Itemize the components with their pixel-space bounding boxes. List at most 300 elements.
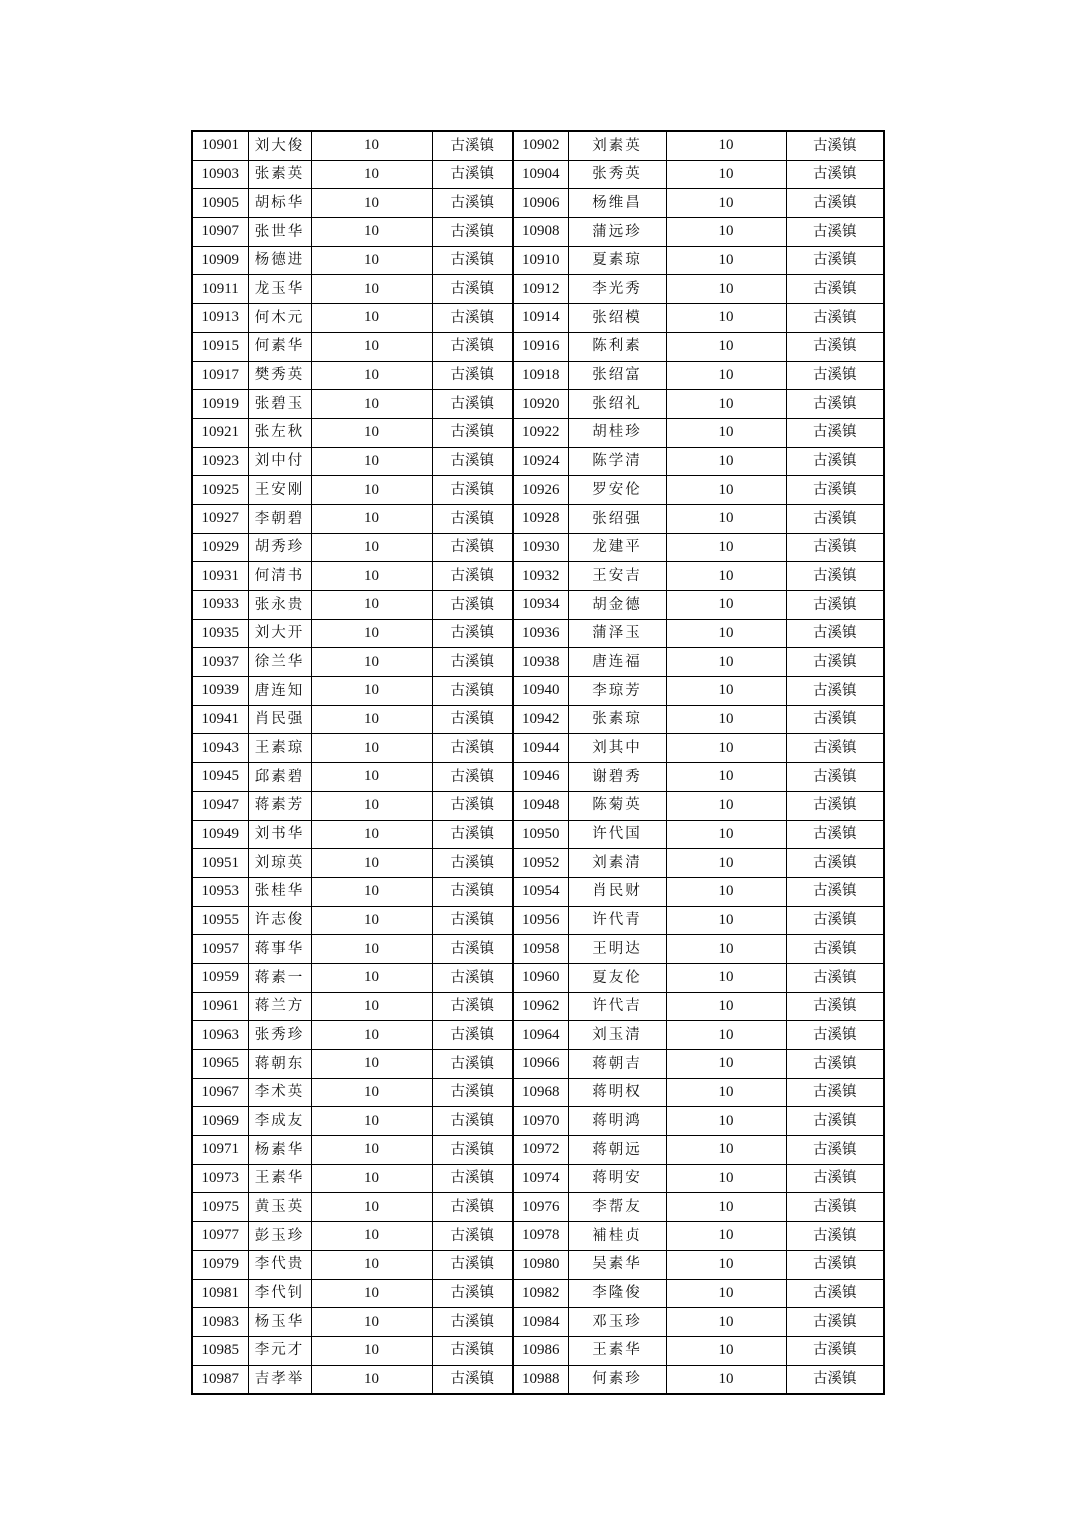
table-row — [192, 218, 884, 247]
name-cell: 吴素华 — [568, 1250, 666, 1279]
town-cell: 古溪镇 — [432, 935, 513, 964]
name-cell: 唐连知 — [248, 677, 311, 706]
table-row — [192, 1222, 884, 1251]
town-cell: 古溪镇 — [432, 131, 513, 160]
id-cell: 10934 — [513, 591, 568, 620]
town-cell: 古溪镇 — [786, 1365, 884, 1394]
amount-cell: 10 — [311, 705, 432, 734]
id-cell: 10979 — [192, 1250, 248, 1279]
amount-cell: 10 — [666, 246, 786, 275]
id-cell: 10971 — [192, 1136, 248, 1165]
name-cell: 谢碧秀 — [568, 763, 666, 792]
id-cell: 10921 — [192, 418, 248, 447]
amount-cell: 10 — [311, 935, 432, 964]
id-cell: 10952 — [513, 849, 568, 878]
name-cell: 邓玉珍 — [568, 1308, 666, 1337]
table-row — [192, 992, 884, 1021]
name-cell: 张秀珍 — [248, 1021, 311, 1050]
town-cell: 古溪镇 — [786, 1308, 884, 1337]
name-cell: 胡金德 — [568, 591, 666, 620]
town-cell: 古溪镇 — [432, 1193, 513, 1222]
table-row — [192, 160, 884, 189]
amount-cell: 10 — [311, 476, 432, 505]
town-cell: 古溪镇 — [786, 906, 884, 935]
name-cell: 蒋兰方 — [248, 992, 311, 1021]
id-cell: 10976 — [513, 1193, 568, 1222]
amount-cell: 10 — [311, 1136, 432, 1165]
id-cell: 10944 — [513, 734, 568, 763]
town-cell: 古溪镇 — [432, 533, 513, 562]
amount-cell: 10 — [311, 648, 432, 677]
amount-cell: 10 — [666, 1107, 786, 1136]
table-row — [192, 447, 884, 476]
id-cell: 10910 — [513, 246, 568, 275]
name-cell: 许代国 — [568, 820, 666, 849]
id-cell: 10920 — [513, 390, 568, 419]
id-cell: 10940 — [513, 677, 568, 706]
id-cell: 10909 — [192, 246, 248, 275]
town-cell: 古溪镇 — [786, 992, 884, 1021]
name-cell: 许志俊 — [248, 906, 311, 935]
town-cell: 古溪镇 — [786, 763, 884, 792]
town-cell: 古溪镇 — [432, 332, 513, 361]
town-cell: 古溪镇 — [432, 246, 513, 275]
id-cell: 10974 — [513, 1164, 568, 1193]
table-row — [192, 1250, 884, 1279]
name-cell: 刘大开 — [248, 619, 311, 648]
id-cell: 10968 — [513, 1078, 568, 1107]
town-cell: 古溪镇 — [432, 992, 513, 1021]
id-cell: 10916 — [513, 332, 568, 361]
name-cell: 蒋朝吉 — [568, 1050, 666, 1079]
amount-cell: 10 — [311, 1164, 432, 1193]
town-cell: 古溪镇 — [786, 705, 884, 734]
amount-cell: 10 — [666, 820, 786, 849]
amount-cell: 10 — [666, 1308, 786, 1337]
town-cell: 古溪镇 — [786, 935, 884, 964]
amount-cell: 10 — [666, 849, 786, 878]
table-row — [192, 1193, 884, 1222]
name-cell: 蒋明安 — [568, 1164, 666, 1193]
table-row — [192, 1365, 884, 1394]
name-cell: 张素琼 — [568, 705, 666, 734]
amount-cell: 10 — [666, 1336, 786, 1365]
amount-cell: 10 — [666, 734, 786, 763]
town-cell: 古溪镇 — [432, 189, 513, 218]
amount-cell: 10 — [311, 131, 432, 160]
amount-cell: 10 — [311, 361, 432, 390]
name-cell: 杨素华 — [248, 1136, 311, 1165]
id-cell: 10967 — [192, 1078, 248, 1107]
id-cell: 10975 — [192, 1193, 248, 1222]
name-cell: 王安刚 — [248, 476, 311, 505]
id-cell: 10928 — [513, 504, 568, 533]
name-cell: 吉孝举 — [248, 1365, 311, 1394]
id-cell: 10949 — [192, 820, 248, 849]
id-cell: 10985 — [192, 1336, 248, 1365]
amount-cell: 10 — [666, 992, 786, 1021]
name-cell: 何素珍 — [568, 1365, 666, 1394]
town-cell: 古溪镇 — [432, 1164, 513, 1193]
town-cell: 古溪镇 — [786, 1250, 884, 1279]
id-cell: 10945 — [192, 763, 248, 792]
table-row — [192, 533, 884, 562]
town-cell: 古溪镇 — [786, 246, 884, 275]
town-cell: 古溪镇 — [432, 476, 513, 505]
roster-table — [191, 130, 885, 1395]
town-cell: 古溪镇 — [432, 1021, 513, 1050]
name-cell: 张绍富 — [568, 361, 666, 390]
table-row — [192, 361, 884, 390]
id-cell: 10908 — [513, 218, 568, 247]
town-cell: 古溪镇 — [432, 648, 513, 677]
table-row — [192, 1164, 884, 1193]
name-cell: 胡桂珍 — [568, 418, 666, 447]
town-cell: 古溪镇 — [786, 591, 884, 620]
town-cell: 古溪镇 — [786, 275, 884, 304]
table-row — [192, 275, 884, 304]
amount-cell: 10 — [666, 1021, 786, 1050]
name-cell: 肖民强 — [248, 705, 311, 734]
amount-cell: 10 — [311, 1107, 432, 1136]
amount-cell: 10 — [311, 1021, 432, 1050]
town-cell: 古溪镇 — [432, 791, 513, 820]
town-cell: 古溪镇 — [786, 1136, 884, 1165]
name-cell: 张素英 — [248, 160, 311, 189]
town-cell: 古溪镇 — [786, 447, 884, 476]
name-cell: 杨玉华 — [248, 1308, 311, 1337]
id-cell: 10953 — [192, 877, 248, 906]
amount-cell: 10 — [311, 849, 432, 878]
amount-cell: 10 — [666, 1279, 786, 1308]
town-cell: 古溪镇 — [786, 791, 884, 820]
name-cell: 蒋朝远 — [568, 1136, 666, 1165]
table-row — [192, 189, 884, 218]
name-cell: 刘素英 — [568, 131, 666, 160]
name-cell: 胡标华 — [248, 189, 311, 218]
town-cell: 古溪镇 — [432, 1107, 513, 1136]
amount-cell: 10 — [311, 877, 432, 906]
amount-cell: 10 — [311, 1308, 432, 1337]
id-cell: 10958 — [513, 935, 568, 964]
name-cell: 蒋明权 — [568, 1078, 666, 1107]
name-cell: 夏素琼 — [568, 246, 666, 275]
id-cell: 10905 — [192, 189, 248, 218]
id-cell: 10965 — [192, 1050, 248, 1079]
town-cell: 古溪镇 — [786, 418, 884, 447]
name-cell: 陈利素 — [568, 332, 666, 361]
id-cell: 10955 — [192, 906, 248, 935]
amount-cell: 10 — [666, 763, 786, 792]
amount-cell: 10 — [666, 705, 786, 734]
table-row — [192, 504, 884, 533]
amount-cell: 10 — [666, 476, 786, 505]
town-cell: 古溪镇 — [786, 1222, 884, 1251]
amount-cell: 10 — [666, 677, 786, 706]
id-cell: 10942 — [513, 705, 568, 734]
name-cell: 李代钊 — [248, 1279, 311, 1308]
id-cell: 10957 — [192, 935, 248, 964]
name-cell: 张秀英 — [568, 160, 666, 189]
table-row — [192, 476, 884, 505]
table-row — [192, 763, 884, 792]
town-cell: 古溪镇 — [432, 504, 513, 533]
id-cell: 10919 — [192, 390, 248, 419]
amount-cell: 10 — [666, 1365, 786, 1394]
id-cell: 10956 — [513, 906, 568, 935]
amount-cell: 10 — [666, 1136, 786, 1165]
town-cell: 古溪镇 — [786, 476, 884, 505]
id-cell: 10951 — [192, 849, 248, 878]
amount-cell: 10 — [311, 1365, 432, 1394]
amount-cell: 10 — [666, 1164, 786, 1193]
name-cell: 夏友伦 — [568, 963, 666, 992]
town-cell: 古溪镇 — [432, 447, 513, 476]
id-cell: 10902 — [513, 131, 568, 160]
id-cell: 10963 — [192, 1021, 248, 1050]
table-row — [192, 1050, 884, 1079]
name-cell: 何素华 — [248, 332, 311, 361]
town-cell: 古溪镇 — [432, 1250, 513, 1279]
name-cell: 樊秀英 — [248, 361, 311, 390]
amount-cell: 10 — [311, 992, 432, 1021]
town-cell: 古溪镇 — [786, 1336, 884, 1365]
name-cell: 蒲泽玉 — [568, 619, 666, 648]
name-cell: 刘大俊 — [248, 131, 311, 160]
town-cell: 古溪镇 — [432, 705, 513, 734]
amount-cell: 10 — [666, 361, 786, 390]
amount-cell: 10 — [666, 963, 786, 992]
town-cell: 古溪镇 — [432, 218, 513, 247]
amount-cell: 10 — [666, 562, 786, 591]
amount-cell: 10 — [666, 1078, 786, 1107]
table-row — [192, 332, 884, 361]
amount-cell: 10 — [666, 131, 786, 160]
roster-body — [192, 131, 884, 1394]
amount-cell: 10 — [311, 304, 432, 333]
name-cell: 蒋朝东 — [248, 1050, 311, 1079]
id-cell: 10981 — [192, 1279, 248, 1308]
id-cell: 10987 — [192, 1365, 248, 1394]
name-cell: 徐兰华 — [248, 648, 311, 677]
amount-cell: 10 — [311, 189, 432, 218]
town-cell: 古溪镇 — [786, 1050, 884, 1079]
id-cell: 10930 — [513, 533, 568, 562]
table-row — [192, 390, 884, 419]
name-cell: 刘中付 — [248, 447, 311, 476]
amount-cell: 10 — [311, 562, 432, 591]
amount-cell: 10 — [311, 619, 432, 648]
name-cell: 蒋事华 — [248, 935, 311, 964]
id-cell: 10929 — [192, 533, 248, 562]
id-cell: 10970 — [513, 1107, 568, 1136]
table-row — [192, 1308, 884, 1337]
name-cell: 许代吉 — [568, 992, 666, 1021]
town-cell: 古溪镇 — [432, 1336, 513, 1365]
id-cell: 10936 — [513, 619, 568, 648]
amount-cell: 10 — [666, 418, 786, 447]
amount-cell: 10 — [666, 189, 786, 218]
table-row — [192, 734, 884, 763]
name-cell: 補桂贞 — [568, 1222, 666, 1251]
town-cell: 古溪镇 — [432, 1078, 513, 1107]
name-cell: 蒋素芳 — [248, 791, 311, 820]
town-cell: 古溪镇 — [786, 734, 884, 763]
id-cell: 10946 — [513, 763, 568, 792]
name-cell: 王素琼 — [248, 734, 311, 763]
id-cell: 10941 — [192, 705, 248, 734]
id-cell: 10912 — [513, 275, 568, 304]
id-cell: 10973 — [192, 1164, 248, 1193]
table-row — [192, 677, 884, 706]
id-cell: 10911 — [192, 275, 248, 304]
town-cell: 古溪镇 — [432, 906, 513, 935]
table-row — [192, 562, 884, 591]
amount-cell: 10 — [666, 504, 786, 533]
town-cell: 古溪镇 — [432, 677, 513, 706]
amount-cell: 10 — [311, 1336, 432, 1365]
id-cell: 10927 — [192, 504, 248, 533]
amount-cell: 10 — [311, 791, 432, 820]
amount-cell: 10 — [311, 906, 432, 935]
table-row — [192, 1021, 884, 1050]
amount-cell: 10 — [666, 390, 786, 419]
name-cell: 何清书 — [248, 562, 311, 591]
table-row — [192, 1136, 884, 1165]
town-cell: 古溪镇 — [432, 1136, 513, 1165]
id-cell: 10959 — [192, 963, 248, 992]
name-cell: 肖民财 — [568, 877, 666, 906]
name-cell: 李代贵 — [248, 1250, 311, 1279]
name-cell: 唐连福 — [568, 648, 666, 677]
id-cell: 10982 — [513, 1279, 568, 1308]
name-cell: 刘书华 — [248, 820, 311, 849]
town-cell: 古溪镇 — [432, 361, 513, 390]
name-cell: 王安吉 — [568, 562, 666, 591]
name-cell: 张桂华 — [248, 877, 311, 906]
town-cell: 古溪镇 — [786, 1279, 884, 1308]
town-cell: 古溪镇 — [432, 160, 513, 189]
id-cell: 10904 — [513, 160, 568, 189]
id-cell: 10937 — [192, 648, 248, 677]
town-cell: 古溪镇 — [432, 1222, 513, 1251]
town-cell: 古溪镇 — [786, 648, 884, 677]
id-cell: 10961 — [192, 992, 248, 1021]
name-cell: 刘玉清 — [568, 1021, 666, 1050]
name-cell: 李帮友 — [568, 1193, 666, 1222]
town-cell: 古溪镇 — [432, 1308, 513, 1337]
id-cell: 10962 — [513, 992, 568, 1021]
name-cell: 张绍强 — [568, 504, 666, 533]
town-cell: 古溪镇 — [432, 619, 513, 648]
id-cell: 10922 — [513, 418, 568, 447]
amount-cell: 10 — [666, 619, 786, 648]
name-cell: 刘琼英 — [248, 849, 311, 878]
town-cell: 古溪镇 — [432, 1050, 513, 1079]
id-cell: 10938 — [513, 648, 568, 677]
amount-cell: 10 — [311, 1250, 432, 1279]
amount-cell: 10 — [666, 1222, 786, 1251]
town-cell: 古溪镇 — [432, 849, 513, 878]
town-cell: 古溪镇 — [432, 275, 513, 304]
id-cell: 10978 — [513, 1222, 568, 1251]
table-row — [192, 1078, 884, 1107]
name-cell: 李隆俊 — [568, 1279, 666, 1308]
id-cell: 10948 — [513, 791, 568, 820]
amount-cell: 10 — [311, 533, 432, 562]
table-row — [192, 418, 884, 447]
name-cell: 邱素碧 — [248, 763, 311, 792]
name-cell: 张绍礼 — [568, 390, 666, 419]
amount-cell: 10 — [311, 1078, 432, 1107]
town-cell: 古溪镇 — [432, 820, 513, 849]
amount-cell: 10 — [666, 935, 786, 964]
id-cell: 10935 — [192, 619, 248, 648]
amount-cell: 10 — [311, 820, 432, 849]
table-row — [192, 820, 884, 849]
id-cell: 10950 — [513, 820, 568, 849]
amount-cell: 10 — [666, 447, 786, 476]
name-cell: 蒲远珍 — [568, 218, 666, 247]
town-cell: 古溪镇 — [432, 418, 513, 447]
amount-cell: 10 — [311, 591, 432, 620]
name-cell: 王素华 — [568, 1336, 666, 1365]
table-row — [192, 619, 884, 648]
name-cell: 张左秋 — [248, 418, 311, 447]
name-cell: 龙玉华 — [248, 275, 311, 304]
id-cell: 10933 — [192, 591, 248, 620]
id-cell: 10980 — [513, 1250, 568, 1279]
town-cell: 古溪镇 — [786, 1107, 884, 1136]
amount-cell: 10 — [311, 418, 432, 447]
town-cell: 古溪镇 — [786, 963, 884, 992]
town-cell: 古溪镇 — [432, 591, 513, 620]
amount-cell: 10 — [666, 1250, 786, 1279]
name-cell: 龙建平 — [568, 533, 666, 562]
id-cell: 10906 — [513, 189, 568, 218]
id-cell: 10972 — [513, 1136, 568, 1165]
name-cell: 刘素清 — [568, 849, 666, 878]
id-cell: 10913 — [192, 304, 248, 333]
name-cell: 蒋素一 — [248, 963, 311, 992]
id-cell: 10932 — [513, 562, 568, 591]
table-row — [192, 1336, 884, 1365]
amount-cell: 10 — [311, 390, 432, 419]
name-cell: 王明达 — [568, 935, 666, 964]
id-cell: 10964 — [513, 1021, 568, 1050]
name-cell: 张碧玉 — [248, 390, 311, 419]
town-cell: 古溪镇 — [786, 189, 884, 218]
town-cell: 古溪镇 — [432, 390, 513, 419]
town-cell: 古溪镇 — [786, 160, 884, 189]
name-cell: 黄玉英 — [248, 1193, 311, 1222]
amount-cell: 10 — [311, 1050, 432, 1079]
amount-cell: 10 — [311, 332, 432, 361]
amount-cell: 10 — [666, 906, 786, 935]
name-cell: 刘其中 — [568, 734, 666, 763]
table-row — [192, 877, 884, 906]
town-cell: 古溪镇 — [432, 1279, 513, 1308]
amount-cell: 10 — [666, 791, 786, 820]
amount-cell: 10 — [311, 275, 432, 304]
town-cell: 古溪镇 — [786, 332, 884, 361]
amount-cell: 10 — [311, 160, 432, 189]
id-cell: 10939 — [192, 677, 248, 706]
table-row — [192, 591, 884, 620]
town-cell: 古溪镇 — [786, 619, 884, 648]
name-cell: 张永贵 — [248, 591, 311, 620]
name-cell: 李琼芳 — [568, 677, 666, 706]
